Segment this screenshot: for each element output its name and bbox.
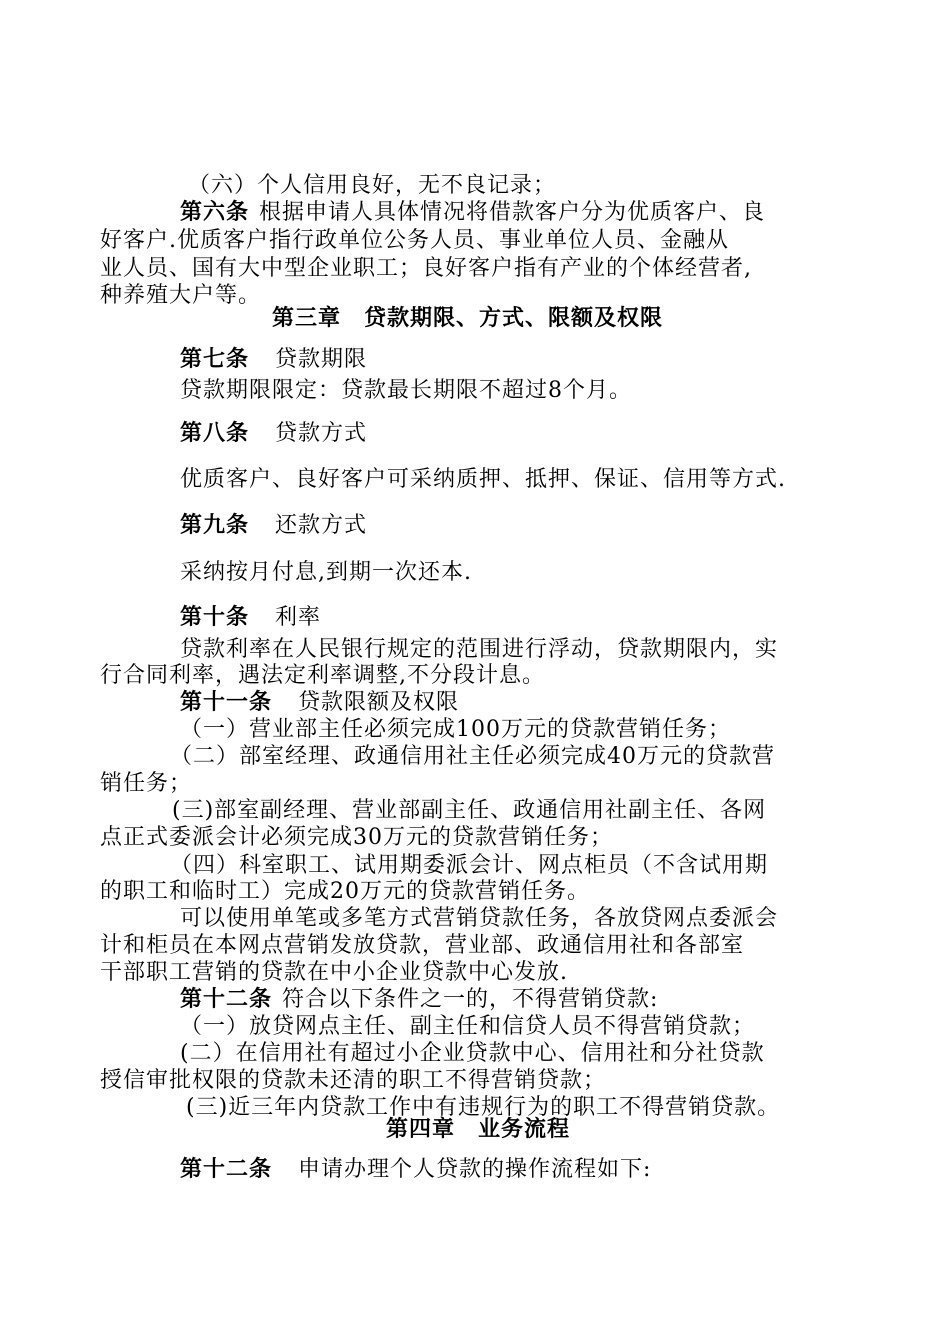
article-6-label: 第六条 bbox=[180, 200, 250, 225]
article-12-item-2-line-2: 授信审批权限的贷款未还清的职工不得营销贷款； bbox=[100, 1068, 607, 1093]
article-7-text: 贷款期限限定：贷款最长期限不超过8个月。 bbox=[180, 378, 632, 403]
article-9-label: 第九条 bbox=[180, 513, 250, 538]
article-8-label: 第八条 bbox=[180, 421, 250, 446]
article-11-item-4-line-2: 的职工和临时工）完成20万元的贷款营销任务。 bbox=[100, 879, 590, 904]
article-9-heading bbox=[180, 512, 367, 540]
article-10-text-2: 行合同利率，遇法定利率调整,不分段计息。 bbox=[100, 663, 545, 688]
article-9-title: 还款方式 bbox=[275, 513, 368, 538]
article-6-line-4: 种养殖大户等。 bbox=[100, 283, 262, 308]
article-11-heading bbox=[180, 689, 459, 717]
article-12-text: 符合以下条件之一的，不得营销贷款: bbox=[282, 987, 659, 1012]
article-11-paragraph-line-3: 干部职工营销的贷款在中小企业贷款中心发放. bbox=[100, 960, 568, 985]
article-10-label: 第十条 bbox=[180, 605, 250, 630]
article-7-label: 第七条 bbox=[180, 347, 250, 372]
article-11-title: 贷款限额及权限 bbox=[298, 690, 460, 715]
article-6-line-1 bbox=[180, 199, 765, 227]
chapter-3-title: 第三章 贷款期限、方式、限额及权限 bbox=[272, 306, 664, 331]
article-11-item-3-line-1: (三)部室副经理、营业部副主任、政通信用社副主任、各网 bbox=[172, 798, 767, 823]
article-8-text: 优质客户、良好客户可采纳质押、抵押、保证、信用等方式. bbox=[180, 467, 786, 492]
article-11-item-2-line-2: 销任务； bbox=[100, 771, 193, 796]
article-12-item-3: (三)近三年内贷款工作中有违规行为的职工不得营销贷款。 bbox=[186, 1095, 781, 1120]
article-6-line-3: 业人员、国有大中型企业职工；良好客户指有产业的个体经营者, bbox=[100, 256, 752, 281]
article-10-title: 利率 bbox=[275, 605, 322, 630]
chapter-4-title: 第四章 业务流程 bbox=[386, 1117, 571, 1142]
article-12b-heading bbox=[180, 1156, 651, 1184]
article-12-item-1: （一）放贷网点主任、副主任和信贷人员不得营销贷款； bbox=[180, 1014, 756, 1039]
article-10-heading bbox=[180, 604, 321, 632]
article-6-text-1: 根据申请人具体情况将借款客户分为优质客户、良 bbox=[259, 200, 766, 225]
article-12b-text: 申请办理个人贷款的操作流程如下: bbox=[298, 1157, 652, 1182]
clause-6: （六）个人信用良好，无不良记录； bbox=[188, 173, 557, 198]
article-11-item-3-line-2: 点正式委派会计必须完成30万元的贷款营销任务； bbox=[100, 825, 613, 850]
article-11-label: 第十一条 bbox=[180, 690, 273, 715]
article-11-item-4-line-1: （四）科室职工、试用期委派会计、网点柜员（不含试用期 bbox=[170, 853, 769, 878]
article-11-paragraph-line-2: 计和柜员在本网点营销发放贷款，营业部、政通信用社和各部室 bbox=[100, 933, 745, 958]
article-12b-label: 第十二条 bbox=[180, 1157, 273, 1182]
article-11-item-2-line-1: （二）部室经理、政通信用社主任必须完成40万元的贷款营 bbox=[170, 744, 775, 769]
article-10-text-1: 贷款利率在人民银行规定的范围进行浮动，贷款期限内，实 bbox=[180, 637, 779, 662]
article-11-item-1: （一）营业部主任必须完成100万元的贷款营销任务； bbox=[180, 717, 731, 742]
article-11-paragraph-line-1: 可以使用单笔或多笔方式营销贷款任务，各放贷网点委派会 bbox=[180, 906, 779, 931]
article-8-heading bbox=[180, 420, 367, 448]
article-12-label: 第十二条 bbox=[180, 987, 273, 1012]
article-12-heading bbox=[180, 986, 658, 1014]
article-8-title: 贷款方式 bbox=[275, 421, 368, 446]
article-6-line-2: 好客户.优质客户指行政单位公务人员、事业单位人员、金融从 bbox=[100, 228, 729, 253]
article-9-text: 采纳按月付息,到期一次还本. bbox=[180, 560, 472, 585]
article-7-title: 贷款期限 bbox=[275, 347, 368, 372]
article-12-item-2-line-1: (二）在信用社有超过小企业贷款中心、信用社和分社贷款 bbox=[180, 1041, 765, 1066]
article-7-heading bbox=[180, 346, 367, 374]
